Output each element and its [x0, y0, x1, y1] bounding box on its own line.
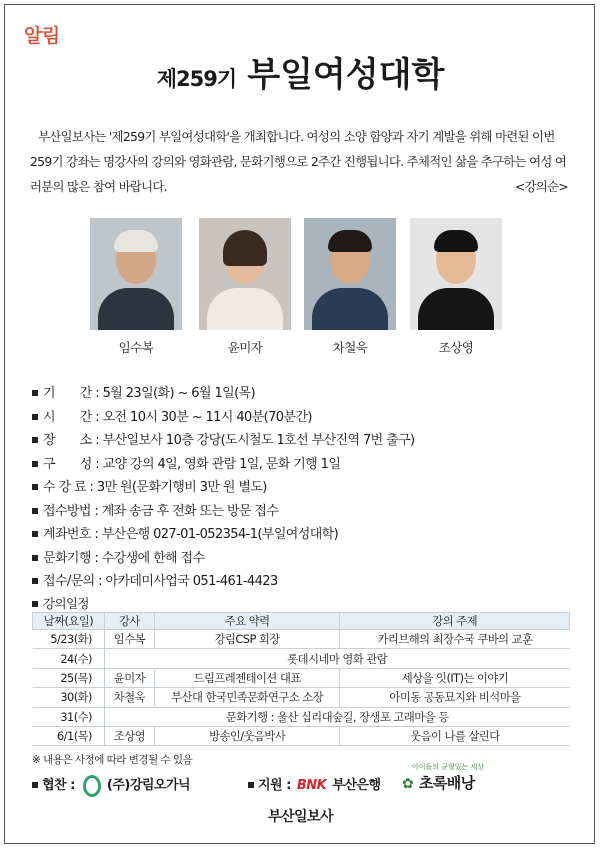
- page-title: [0, 47, 601, 96]
- notice-label: 알림: [24, 25, 60, 47]
- lecturer-photo: [410, 218, 502, 330]
- lecturer-name: 임수복: [118, 340, 154, 355]
- sponsor-label: 협찬 :: [42, 778, 75, 793]
- lecturer-card: [410, 218, 502, 356]
- sponsor: [30, 774, 190, 797]
- table-row: 6/1(목) 조상영 방송인/웃음박사 웃음이 나를 살린다: [33, 726, 570, 745]
- lecturer-name: 윤미자: [227, 340, 263, 355]
- title-main: 부일여성대학: [247, 55, 445, 95]
- table-row: 31(수) 문화기행 : 울산 십리대숲길, 장생포 고래마을 등: [33, 707, 570, 726]
- info-composition: 구 성 : 교양 강의 4일, 영화 관람 1일, 문화 기행 1일: [30, 453, 590, 477]
- table-row: 24(수) 롯데시네마 영화 관람: [33, 649, 570, 668]
- bnk-logo: BNK: [296, 778, 327, 793]
- lecturer-card: [199, 218, 291, 356]
- header-topic: 강의 주제: [340, 613, 570, 630]
- table-row: 5/23(화) 임수복 강림CSP 회장 카리브해의 최장수국 쿠바의 교훈: [33, 630, 570, 649]
- intro-text: 부산일보사는 '제259기 부일여성대학'을 개최합니다. 여성의 소양 함양과 자기 계발을 위해 마련된 이번 259기 강좌는 명강사의 강의와 영화관람, 문화기행으로 2주간 진행됩니다. 주체적인 삶을 추구하는 여성 여러분의 많은 참여 바랍니다.: [30, 129, 567, 194]
- table-header-row: [33, 613, 570, 630]
- info-period: 기 간 : 5월 23일(화) ~ 6월 1일(목): [30, 382, 590, 406]
- lecturer-card: [90, 218, 182, 356]
- table-row: 30(화) 차철욱 부산대 한국민족문화연구소 소장 아미동 공동묘지와 비석마을: [33, 688, 570, 707]
- order-note: <강의순>: [514, 179, 568, 194]
- schedule-table: [32, 612, 570, 746]
- green-tagline: 아이들의 균형있는 세상: [412, 763, 485, 771]
- schedule-title: 강의일정: [30, 594, 89, 612]
- schedule-note: ※ 내용은 사정에 따라 변경될 수 있음: [32, 754, 193, 766]
- info-registration: 접수방법 : 계좌 송금 후 전화 또는 방문 접수: [30, 500, 590, 524]
- intro-paragraph: [30, 124, 570, 199]
- info-place: 장 소 : 부산일보사 10층 강당(도시철도 1호선 부산진역 7번 출구): [30, 429, 590, 453]
- info-time: 시 간 : 오전 10시 30분 ~ 11시 40분(70분간): [30, 406, 590, 430]
- lecturer-photo: [199, 218, 291, 330]
- info-list: [30, 382, 590, 594]
- lecturer-card: [304, 218, 396, 356]
- info-fee: 수 강 료 : 3만 원(문화기행비 3만 원 별도): [30, 476, 590, 500]
- lecturer-name: 조상영: [438, 340, 474, 355]
- support-label: 지원 :: [258, 778, 291, 793]
- info-contact: 접수/문의 : 아카데미사업국 051-461-4423: [30, 570, 590, 594]
- sponsor-logo-icon: [83, 775, 101, 797]
- sponsor-name: (주)강림오가닉: [106, 778, 191, 793]
- info-culture-trip: 문화기행 : 수강생에 한해 접수: [30, 547, 590, 571]
- publisher-name: 부산일보사: [267, 809, 334, 825]
- green-backpack-logo: [402, 762, 484, 793]
- header-date: 날짜(요일): [33, 613, 105, 630]
- support: [248, 774, 381, 793]
- table-row: 25(목) 윤미자 드림프레젠테이션 대표 세상을 잇(IT)는 이야기: [33, 668, 570, 687]
- lecturer-photo: [304, 218, 396, 330]
- lecturer-photos: [90, 218, 510, 358]
- green-name: 초록배낭: [418, 774, 475, 792]
- lecturer-photo: [90, 218, 182, 330]
- bank-name: 부산은행: [332, 778, 381, 793]
- lecturer-name: 차철욱: [332, 340, 368, 355]
- sprout-icon: ✿: [402, 776, 414, 792]
- title-prefix: 제259기: [156, 67, 237, 91]
- header-career: 주요 약력: [154, 613, 340, 630]
- header-lecturer: 강사: [104, 613, 154, 630]
- info-account: 계좌번호 : 부산은행 027-01-052354-1(부일여성대학): [30, 523, 590, 547]
